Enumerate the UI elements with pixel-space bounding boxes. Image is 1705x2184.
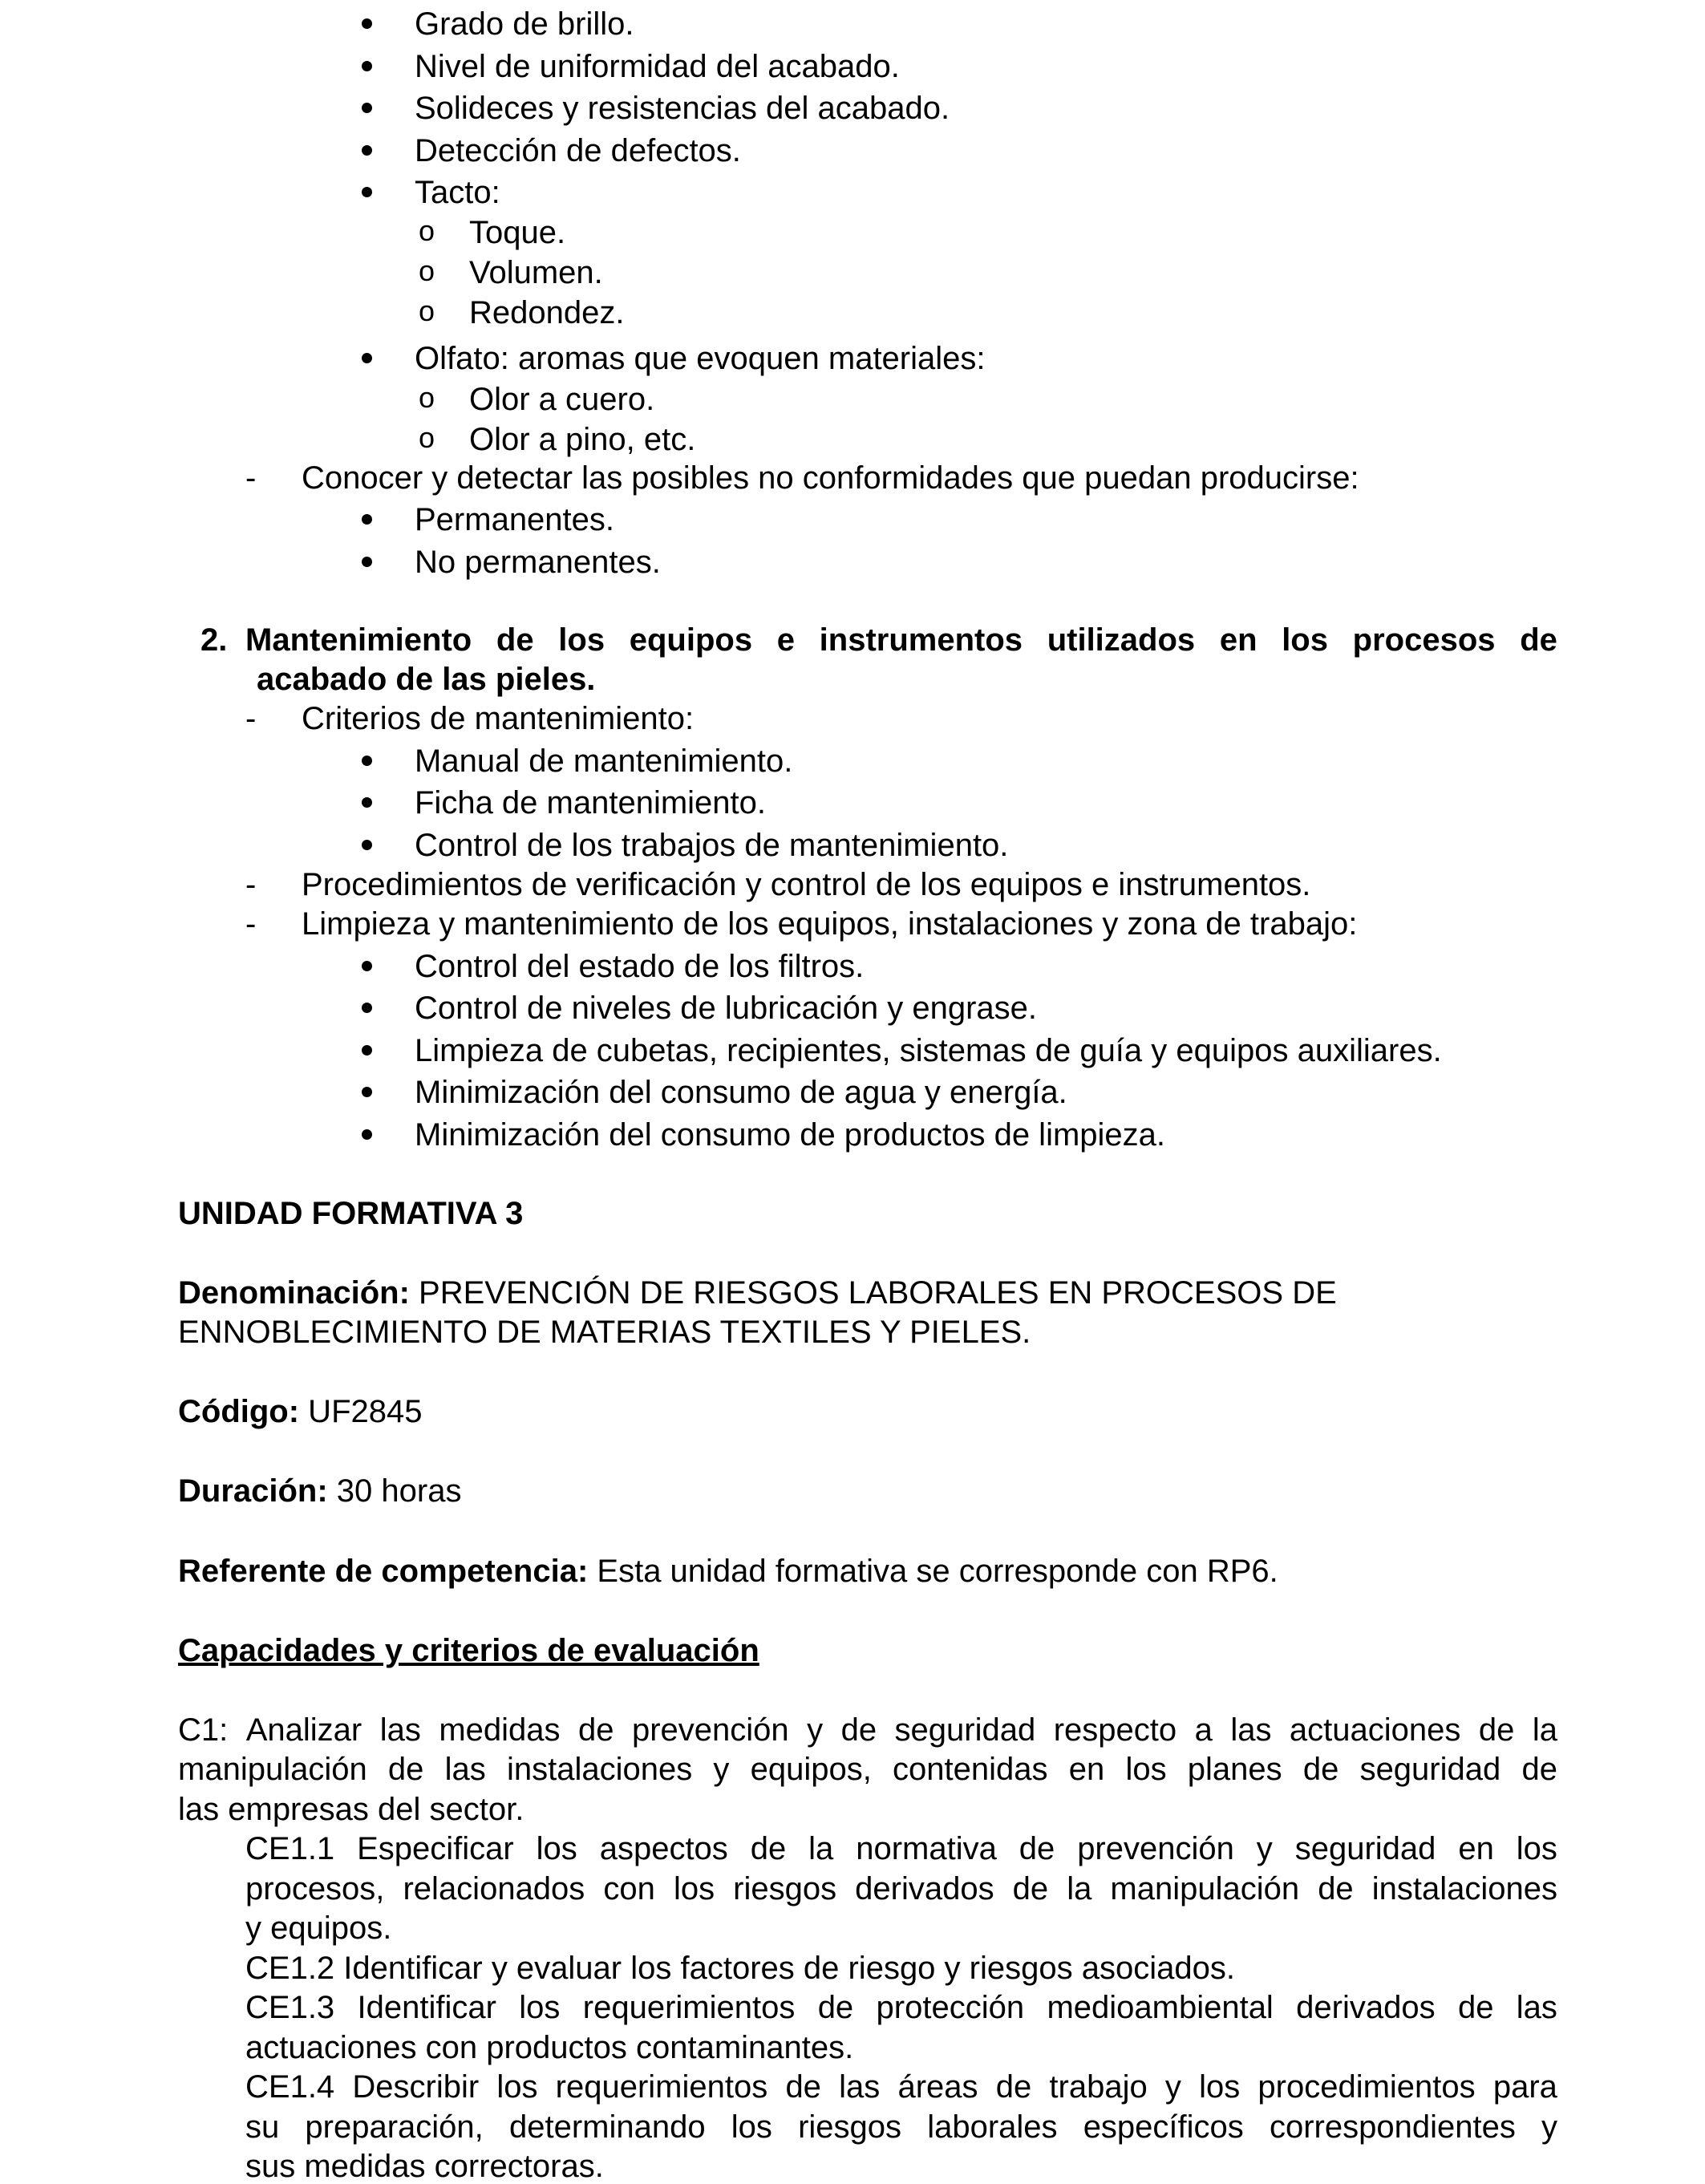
referente-value: Esta unidad formativa se corresponde con RP6. <box>588 1554 1278 1589</box>
word: respecto <box>1053 1712 1177 1748</box>
ce11-line1 <box>245 1833 1557 1865</box>
word: Identificar <box>357 1990 496 2025</box>
ce13-line2: actuaciones con productos contaminantes. <box>245 2030 854 2065</box>
list-item: No permanentes. <box>415 545 661 580</box>
word: de <box>1520 622 1557 658</box>
denominacion-label: Denominación: <box>178 1275 410 1311</box>
word: procesos, <box>245 1871 385 1906</box>
circle-bullet-icon: o <box>419 294 435 327</box>
word: Especificar <box>357 1831 514 1866</box>
ce13-line1 <box>245 1992 1557 2024</box>
word: las <box>1230 1712 1272 1748</box>
word: riesgos <box>798 2109 902 2145</box>
word: aspectos <box>599 1831 728 1866</box>
word: de <box>496 622 534 658</box>
word: los <box>1282 622 1328 658</box>
list-item: Nivel de uniformidad del acabado. <box>415 49 900 84</box>
word: la <box>1067 1871 1092 1906</box>
word: los <box>1516 1831 1557 1866</box>
list-item: Control del estado de los filtros. <box>415 949 865 984</box>
word: con <box>603 1871 655 1906</box>
word: preparación, <box>305 2109 484 2145</box>
circle-bullet-icon: o <box>419 214 435 247</box>
list-item: Olor a pino, etc. <box>469 422 696 457</box>
ce14-line3: sus medidas correctoras. <box>245 2149 604 2184</box>
circle-bullet-icon: o <box>419 254 435 287</box>
word: prevención <box>631 1712 789 1748</box>
list-item: Grado de brillo. <box>415 6 634 42</box>
list-item: Control de los trabajos de mantenimiento. <box>415 828 1009 863</box>
ce14-line2 <box>245 2111 1557 2143</box>
list-item: Volumen. <box>469 255 603 290</box>
word: de <box>1521 1752 1557 1787</box>
c1-line1 <box>178 1714 1557 1746</box>
word: relacionados <box>403 1871 585 1906</box>
word: protección <box>876 1990 1025 2025</box>
word: su <box>245 2109 280 2145</box>
word: seguridad <box>894 1712 1036 1748</box>
bullet-icon <box>362 103 372 113</box>
circle-bullet-icon: o <box>419 381 435 414</box>
bullet-icon <box>362 1003 372 1013</box>
bullet-icon <box>362 353 372 363</box>
circle-bullet-icon: o <box>419 421 435 454</box>
ce14-line1 <box>245 2071 1557 2103</box>
word: y <box>1164 2069 1181 2105</box>
list-item: Conocer y detectar las posibles no conformidades que puedan producirse: <box>302 460 1359 496</box>
list-item: Limpieza de cubetas, recipientes, sistemas de guía y equipos auxiliares. <box>415 1033 1442 1068</box>
word: C1: <box>178 1712 229 1748</box>
bullet-icon <box>362 797 372 808</box>
bullet-icon <box>362 1045 372 1056</box>
word: las <box>444 1752 486 1787</box>
word: prevención <box>1077 1831 1234 1866</box>
word: los <box>673 1871 715 1906</box>
word: los <box>536 1831 577 1866</box>
dash-marker: - <box>245 460 257 496</box>
list-item: Toque. <box>469 215 566 250</box>
duracion-value: 30 horas <box>327 1473 462 1509</box>
word: procedimientos <box>1257 2069 1476 2105</box>
word: medidas <box>439 1712 561 1748</box>
word: para <box>1492 2069 1557 2105</box>
word: utilizados <box>1047 622 1196 658</box>
word: de <box>817 1990 854 2025</box>
section-heading <box>245 624 1557 656</box>
list-item: Minimización del consumo de productos de limpieza. <box>415 1117 1166 1153</box>
list-item: Ficha de mantenimiento. <box>415 785 767 821</box>
word: de <box>1012 1871 1049 1906</box>
word: de <box>785 2069 821 2105</box>
list-item: Redondez. <box>469 295 625 330</box>
word: las <box>839 2069 881 2105</box>
word: riesgos <box>733 1871 837 1906</box>
referente-line <box>178 1555 1278 1587</box>
list-item: Olfato: aromas que evoquen materiales: <box>415 341 986 376</box>
list-item: Olor a cuero. <box>469 382 655 417</box>
list-item: Control de niveles de lubricación y engrase. <box>415 991 1037 1026</box>
referente-label: Referente de competencia: <box>178 1554 589 1589</box>
word: laborales <box>927 2109 1058 2145</box>
codigo-value: UF2845 <box>299 1394 423 1429</box>
word: derivados <box>855 1871 994 1906</box>
word: y <box>807 1712 824 1748</box>
word: los <box>731 2109 772 2145</box>
ce11-line3: y equipos. <box>245 1910 392 1946</box>
dash-marker: - <box>245 867 257 902</box>
list-item: Permanentes. <box>415 502 615 537</box>
word: de <box>1457 1990 1494 2025</box>
list-item: Minimización del consumo de agua y energía. <box>415 1075 1067 1110</box>
word: seguridad <box>1294 1831 1436 1866</box>
word: e <box>776 622 795 658</box>
word: a <box>1194 1712 1213 1748</box>
c1-line2 <box>178 1753 1557 1785</box>
word: Describir <box>352 2069 480 2105</box>
word: requerimientos <box>555 2069 768 2105</box>
codigo-label: Código: <box>178 1394 300 1429</box>
word: determinando <box>508 2109 706 2145</box>
c1-line3: las empresas del sector. <box>178 1792 524 1827</box>
ce11-line2 <box>245 1873 1557 1905</box>
unit-title: UNIDAD FORMATIVA 3 <box>178 1196 524 1231</box>
dash-marker: - <box>245 906 257 942</box>
bullet-icon <box>362 557 372 567</box>
word: las <box>379 1712 421 1748</box>
bullet-icon <box>362 840 372 850</box>
word: las <box>1516 1990 1557 2025</box>
word: de <box>1019 1831 1055 1866</box>
word: Mantenimiento <box>245 622 472 658</box>
bullet-icon <box>362 61 372 71</box>
word: en <box>1068 1752 1105 1787</box>
word: contenidas <box>893 1752 1048 1787</box>
capacidades-heading: Capacidades y criterios de evaluación <box>178 1633 759 1668</box>
word: en <box>1458 1831 1494 1866</box>
word: CE1.3 <box>245 1990 335 2025</box>
word: de <box>1478 1712 1515 1748</box>
word: los <box>1125 1752 1167 1787</box>
denominacion-line2: ENNOBLECIMIENTO DE MATERIAS TEXTILES Y PIELES. <box>178 1315 1031 1350</box>
bullet-icon <box>362 145 372 156</box>
bullet-icon <box>362 1087 372 1097</box>
word: de <box>577 1712 614 1748</box>
word: y <box>1256 1831 1273 1866</box>
list-item: Solideces y resistencias del acabado. <box>415 91 950 126</box>
denominacion-value: PREVENCIÓN DE RIESGOS LABORALES EN PROCESOS DE <box>409 1275 1337 1311</box>
dash-marker: - <box>245 701 257 736</box>
list-item: Criterios de mantenimiento: <box>302 701 695 736</box>
word: la <box>1532 1712 1557 1748</box>
word: correspondientes <box>1269 2109 1516 2145</box>
list-item: Detección de defectos. <box>415 133 741 168</box>
section-number: 2. <box>200 622 228 658</box>
word: equipos, <box>750 1752 872 1787</box>
word: los <box>558 622 605 658</box>
duracion-label: Duración: <box>178 1473 328 1509</box>
word: y <box>1541 2109 1557 2145</box>
word: de <box>840 1712 877 1748</box>
word: procesos <box>1352 622 1496 658</box>
bullet-icon <box>362 961 372 971</box>
word: derivados <box>1296 1990 1436 2025</box>
word: instalaciones <box>506 1752 693 1787</box>
word: y <box>713 1752 730 1787</box>
word: instalaciones <box>1371 1871 1557 1906</box>
word: áreas <box>897 2069 978 2105</box>
word: actuaciones <box>1289 1712 1461 1748</box>
bullet-icon <box>362 1129 372 1140</box>
list-item: Procedimientos de verificación y control de los equipos e instrumentos. <box>302 867 1311 902</box>
bullet-icon <box>362 514 372 525</box>
word: requerimientos <box>582 1990 796 2025</box>
word: de <box>750 1831 787 1866</box>
word: instrumentos <box>819 622 1023 658</box>
word: de <box>1302 1752 1339 1787</box>
word: Analizar <box>245 1712 362 1748</box>
word: de <box>387 1752 424 1787</box>
codigo-line <box>178 1396 422 1428</box>
word: los <box>496 2069 538 2105</box>
word: equipos <box>629 622 753 658</box>
bullet-icon <box>362 756 372 766</box>
word: medioambiental <box>1047 1990 1274 2025</box>
bullet-icon <box>362 18 372 29</box>
denominacion-line1 <box>178 1277 1337 1309</box>
ce12-line: CE1.2 Identificar y evaluar los factores de riesgo y riesgos asociados. <box>245 1951 1235 1986</box>
word: seguridad <box>1359 1752 1501 1787</box>
list-item: Tacto: <box>415 175 500 210</box>
list-item: Limpieza y mantenimiento de los equipos, instalaciones y zona de trabajo: <box>302 906 1358 942</box>
word: los <box>519 1990 561 2025</box>
word: en <box>1219 622 1257 658</box>
word: la <box>808 1831 834 1866</box>
word: CE1.1 <box>245 1831 335 1866</box>
word: de <box>1318 1871 1354 1906</box>
word: específicos <box>1083 2109 1244 2145</box>
word: los <box>1199 2069 1241 2105</box>
word: trabajo <box>1049 2069 1148 2105</box>
word: de <box>995 2069 1032 2105</box>
list-item: Manual de mantenimiento. <box>415 744 793 779</box>
word: normativa <box>856 1831 997 1866</box>
duracion-line <box>178 1475 461 1507</box>
word: manipulación <box>178 1752 367 1787</box>
section-heading-cont: acabado de las pieles. <box>257 662 596 697</box>
word: planes <box>1187 1752 1282 1787</box>
word: manipulación <box>1110 1871 1300 1906</box>
word: CE1.4 <box>245 2069 335 2105</box>
bullet-icon <box>362 187 372 197</box>
